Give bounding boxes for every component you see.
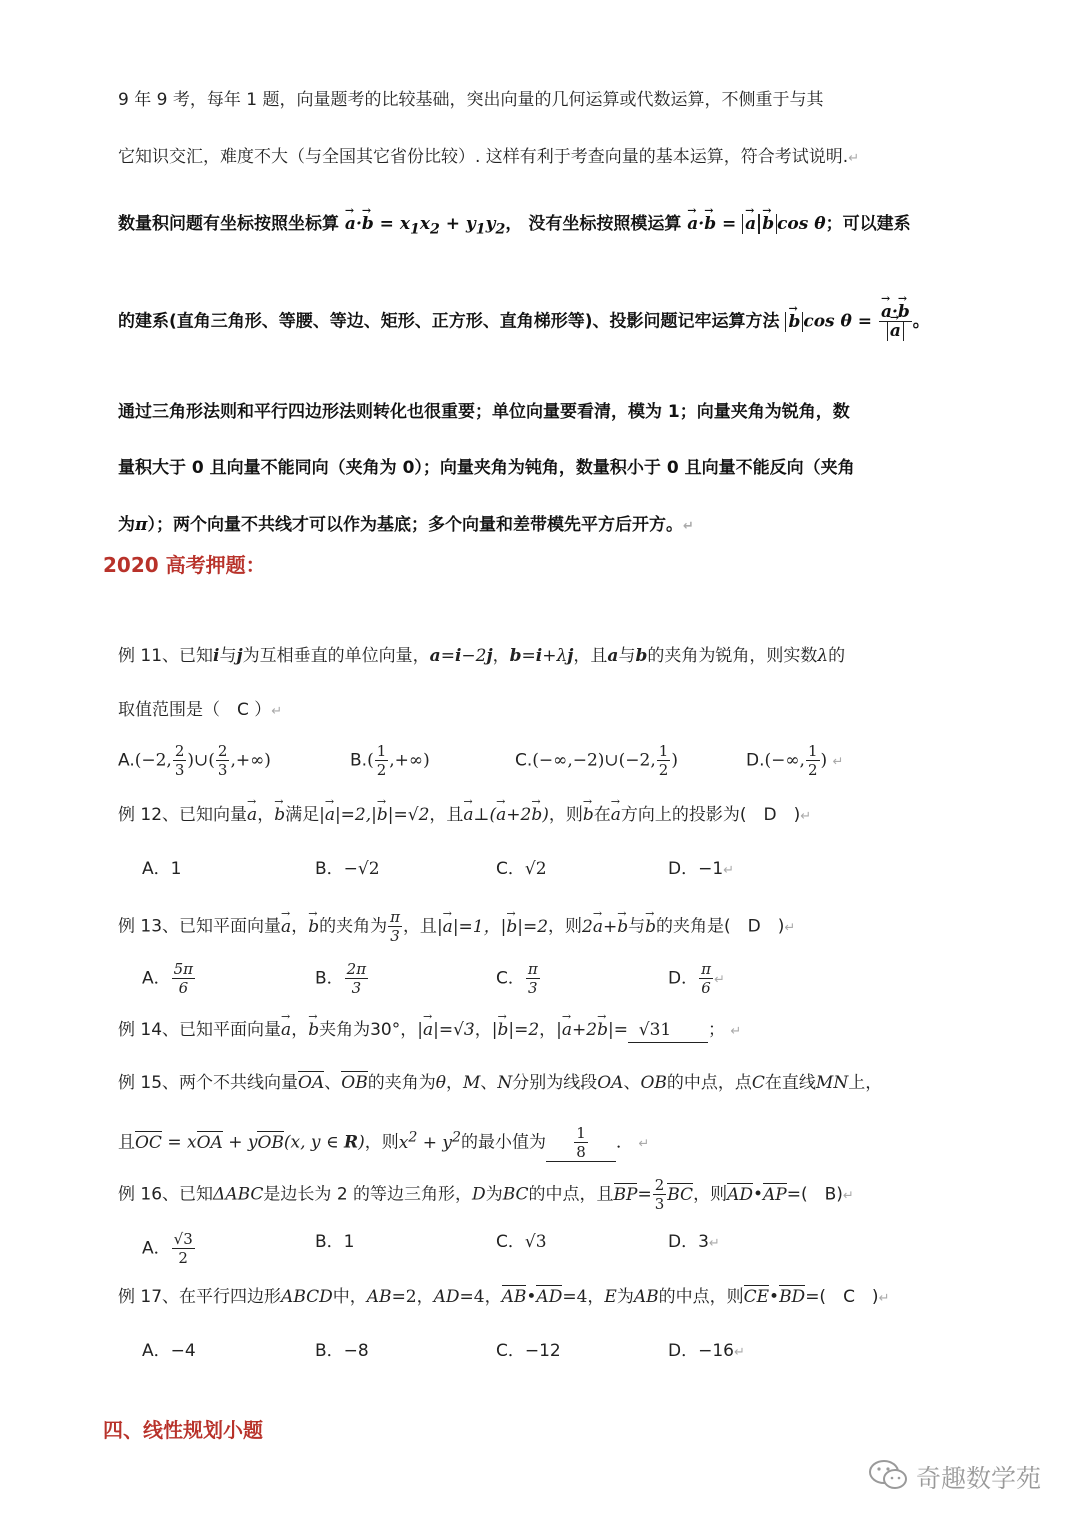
ex16-option-a: A． $\frac{√3}{2}$ — [142, 1230, 193, 1267]
ex11-option-c: C.(−∞,−2)∪(−2, $\frac{1}{2}$ ) — [515, 742, 678, 779]
intro-line-4: 的建系(直角三角形、等腰、等边、矩形、正方形、直角梯形等)、投影问题记牢运算方法 → b cos θ = → a·→ b → a 。 — [118, 303, 930, 340]
ex11-option-a: A.(−2, $\frac{2}{3}$ )∪( $\frac{2}{3}$ ,+∞) — [118, 742, 271, 779]
ex13-option-d: D． $\frac{\pi}{6}$ ↵ — [668, 960, 725, 997]
intro-line-6: 量积大于 0 且向量不能同向（夹角为 0）；向量夹角为钝角，数量积小于 0 且向量不能反向（夹角 — [118, 458, 855, 478]
ex14-question: 例 14、已知平面向量→ a，→ b夹角为30°，|→ a|=√3，|→ b|=2，|→ a+2→ b|= √31 ； ↵ — [118, 1018, 741, 1044]
wechat-icon — [868, 1457, 910, 1493]
ex11-question: 例 11、已知i与j为互相垂直的单位向量，a=i−2j，b=i+λj，且a与b的夹角为锐角，则实数λ的 — [118, 646, 846, 666]
intro-line-3: 数量积问题有坐标按照坐标算 → $a\cdot\to b = x_1x_2 + y_1y_2$， 没有坐标按照模运算 → a·→ b = → a→ b cos θ；可以建系 — [118, 212, 911, 241]
ex17-question: 例 17、在平行四边形ABCD中，AB=2，AD=4，AB•AD=4，E为AB的中点，则CE•BD=( C )↵ — [118, 1287, 890, 1307]
watermark — [868, 1455, 1048, 1495]
ex11-question-2: 取值范围是（ C ）↵ — [118, 700, 283, 720]
intro-line-7: 为π）；两个向量不共线才可以作为基底；多个向量和差带模先平方后开方。↵ — [118, 515, 694, 535]
ex12-question: 例 12、已知向量→ a，→ b满足|→ a|=2,|→ b|=√2，且→ a⊥(→ a+2→ b)，则→ b在→ a方向上的投影为( D )↵ — [118, 803, 811, 829]
intro-line-2: 它知识交汇，难度不大（与全国其它省份比较）. 这样有利于考查向量的基本运算，符合考试说明.↵ — [118, 147, 860, 167]
ex15-question: 例 15、两个不共线向量OA、OB的夹角为θ，M、N分别为线段OA、OB的中点，点C在直线MN上， — [118, 1073, 883, 1093]
ex11-option-b: B.( $\frac{1}{2}$ ,+∞) — [350, 742, 430, 779]
section-2020-heading: 2020 高考押题： — [103, 553, 266, 577]
ex15-question-2: 且OC = xOA + yOB(x, y ∈ R)，则$x^2 + y^2$的最小值为 $\frac{1}{8}$ ． ↵ — [118, 1124, 650, 1161]
watermark-text: 奇趣数学苑 — [916, 1464, 1042, 1493]
ex12-option-c: C．√2 — [496, 859, 547, 879]
ex12-option-d: D．−1↵ — [668, 859, 735, 879]
ex11-option-d: D.(−∞, $\frac{1}{2}$ ) ↵ — [746, 742, 844, 779]
ex13-option-c: C． $\frac{\pi}{3}$ — [496, 960, 538, 997]
ex16-option-c: C．√3 — [496, 1232, 547, 1252]
ex17-option-a: A．−4 — [142, 1341, 196, 1361]
ex16-option-b: B．1 — [315, 1232, 355, 1252]
ex13-option-a: A． $\frac{5\pi}{6}$ — [142, 960, 194, 997]
ex16-question: 例 16、已知ΔABC是边长为 2 的等边三角形，D为BC的中点，且BP= $\frac{2}{3}$ BC，则AD•AP=( B)↵ — [118, 1176, 854, 1213]
intro-line-5: 通过三角形法则和平行四边形法则转化也很重要；单位向量要看清，模为 1；向量夹角为锐角，数 — [118, 402, 850, 422]
ex12-option-b: B．−√2 — [315, 859, 380, 879]
section-4-heading: 四、线性规划小题 — [103, 1418, 263, 1442]
ex13-question: 例 13、已知平面向量→ a，→ b的夹角为 $\frac{\pi}{3}$ ，且|→ a|=1，|→ b|=2，则2→ a+→ b与→ b的夹角是( D )↵ — [118, 908, 795, 945]
ex16-option-d: D．3↵ — [668, 1232, 720, 1252]
ex17-option-b: B．−8 — [315, 1341, 369, 1361]
ex13-option-b: B． $\frac{2\pi}{3}$ — [315, 960, 367, 997]
ex17-option-c: C．−12 — [496, 1341, 561, 1361]
ex12-option-a: A．1 — [142, 859, 182, 879]
ex17-option-d: D．−16↵ — [668, 1341, 745, 1361]
intro-line-1: 9 年 9 考，每年 1 题，向量题考的比较基础，突出向量的几何运算或代数运算，不侧重于与其 — [118, 90, 824, 110]
